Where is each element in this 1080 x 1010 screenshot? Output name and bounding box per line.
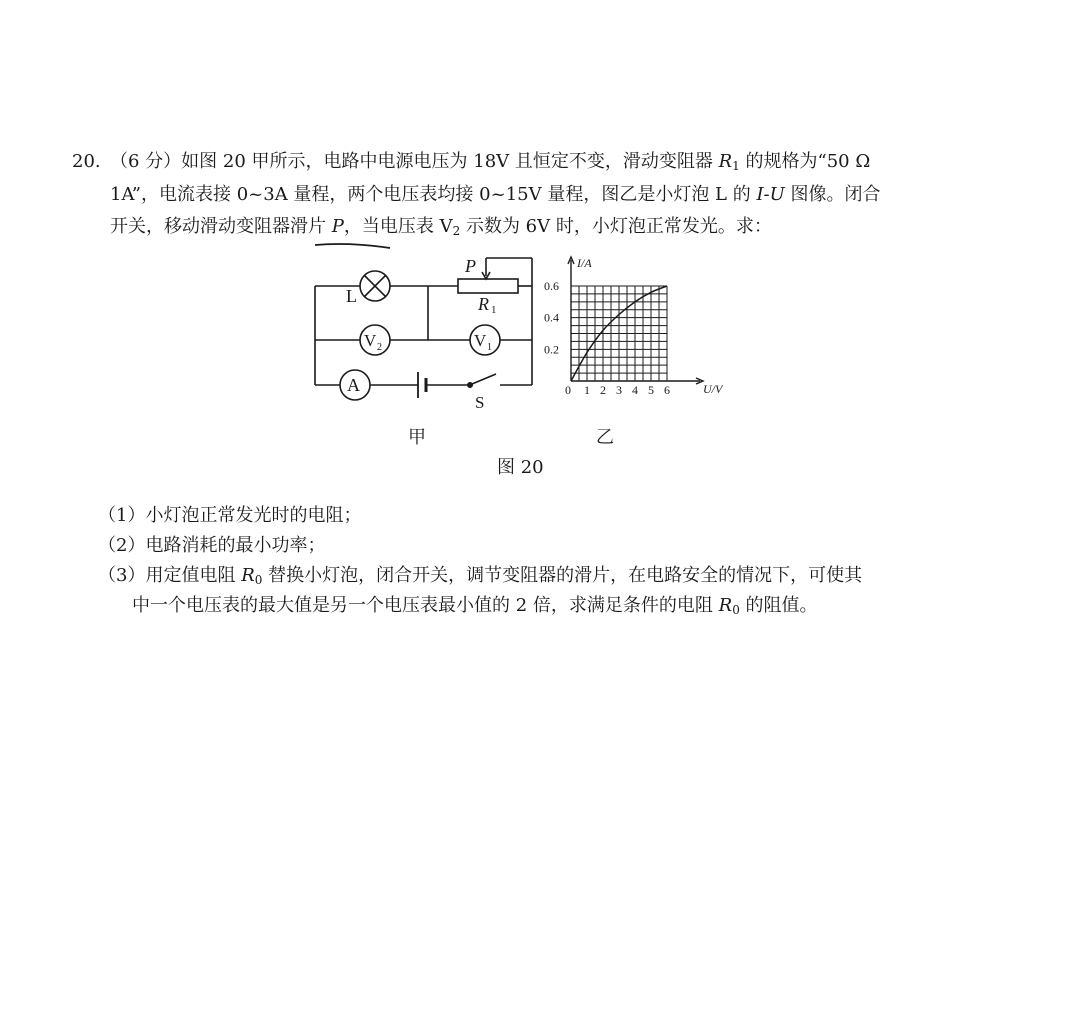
x-tick-label: 3 <box>616 383 622 397</box>
y-tick-label: 0.6 <box>544 279 559 293</box>
slider-label: P <box>465 256 476 276</box>
x-tick-label: 5 <box>648 383 654 397</box>
rheostat-label-sub: 1 <box>491 304 497 316</box>
lamp-label: L <box>346 286 357 306</box>
ammeter-label: A <box>347 375 360 395</box>
question-stem-line-2: 1A”，电流表接 0~3A 量程，两个电压表均接 0~15V 量程，图乙是小灯泡 L 的 I-U 图像。闭合 <box>110 184 881 205</box>
switch-label: S <box>475 393 485 410</box>
x-tick-label: 4 <box>632 383 638 397</box>
switch-contact <box>468 383 472 387</box>
question-stem-line-1: （6 分）如图 20 甲所示，电路中电源电压为 18V 且恒定不变，滑动变阻器 $R_1$ 的规格为“50 Ω <box>110 151 871 173</box>
question-stem-line-3: 开关，移动滑动变阻器滑片 P，当电压表 $V_2$ 示数为 6V 时，小灯泡正常发光。求： <box>110 216 772 238</box>
right-figure-caption: 乙 <box>596 427 614 448</box>
sub-question-2: （2）电路消耗的最小功率； <box>98 535 326 556</box>
v1-label: V <box>474 331 487 350</box>
figure-20 <box>300 240 740 410</box>
v2-label-sub: 2 <box>377 342 382 353</box>
y-tick-label: 0.4 <box>544 310 559 325</box>
v2-label: V <box>364 331 377 350</box>
iu-graph <box>544 256 724 397</box>
x-tick-label: 6 <box>664 383 670 397</box>
left-figure-caption: 甲 <box>408 427 426 448</box>
x-tick-label: 2 <box>600 383 606 397</box>
rheostat-symbol <box>458 279 518 293</box>
figure-caption: 图 20 <box>497 457 544 478</box>
sub-question-1: （1）小灯泡正常发光时的电阻； <box>98 505 362 526</box>
v1-label-sub: 1 <box>487 342 492 353</box>
rheostat-label: R <box>478 294 489 314</box>
x-tick-label: 1 <box>584 383 590 397</box>
x-axis-label: U/V <box>703 382 723 396</box>
switch-blade <box>472 374 496 384</box>
y-tick-label: 0.2 <box>544 342 559 357</box>
y-axis-label: I/A <box>577 256 592 270</box>
sub-question-3-line-2: 中一个电压表的最大值是另一个电压表最小值的 2 倍，求满足条件的电阻 $R_0$ 的阻值。 <box>132 595 818 617</box>
scan-mark <box>315 244 390 248</box>
question-number: 20. <box>72 151 101 172</box>
sub-question-3-line-1: （3）用定值电阻 $R_0$ 替换小灯泡，闭合开关，调节变阻器的滑片，在电路安全的情况下，可使其 <box>98 565 863 587</box>
x-tick-label: 0 <box>565 383 571 397</box>
